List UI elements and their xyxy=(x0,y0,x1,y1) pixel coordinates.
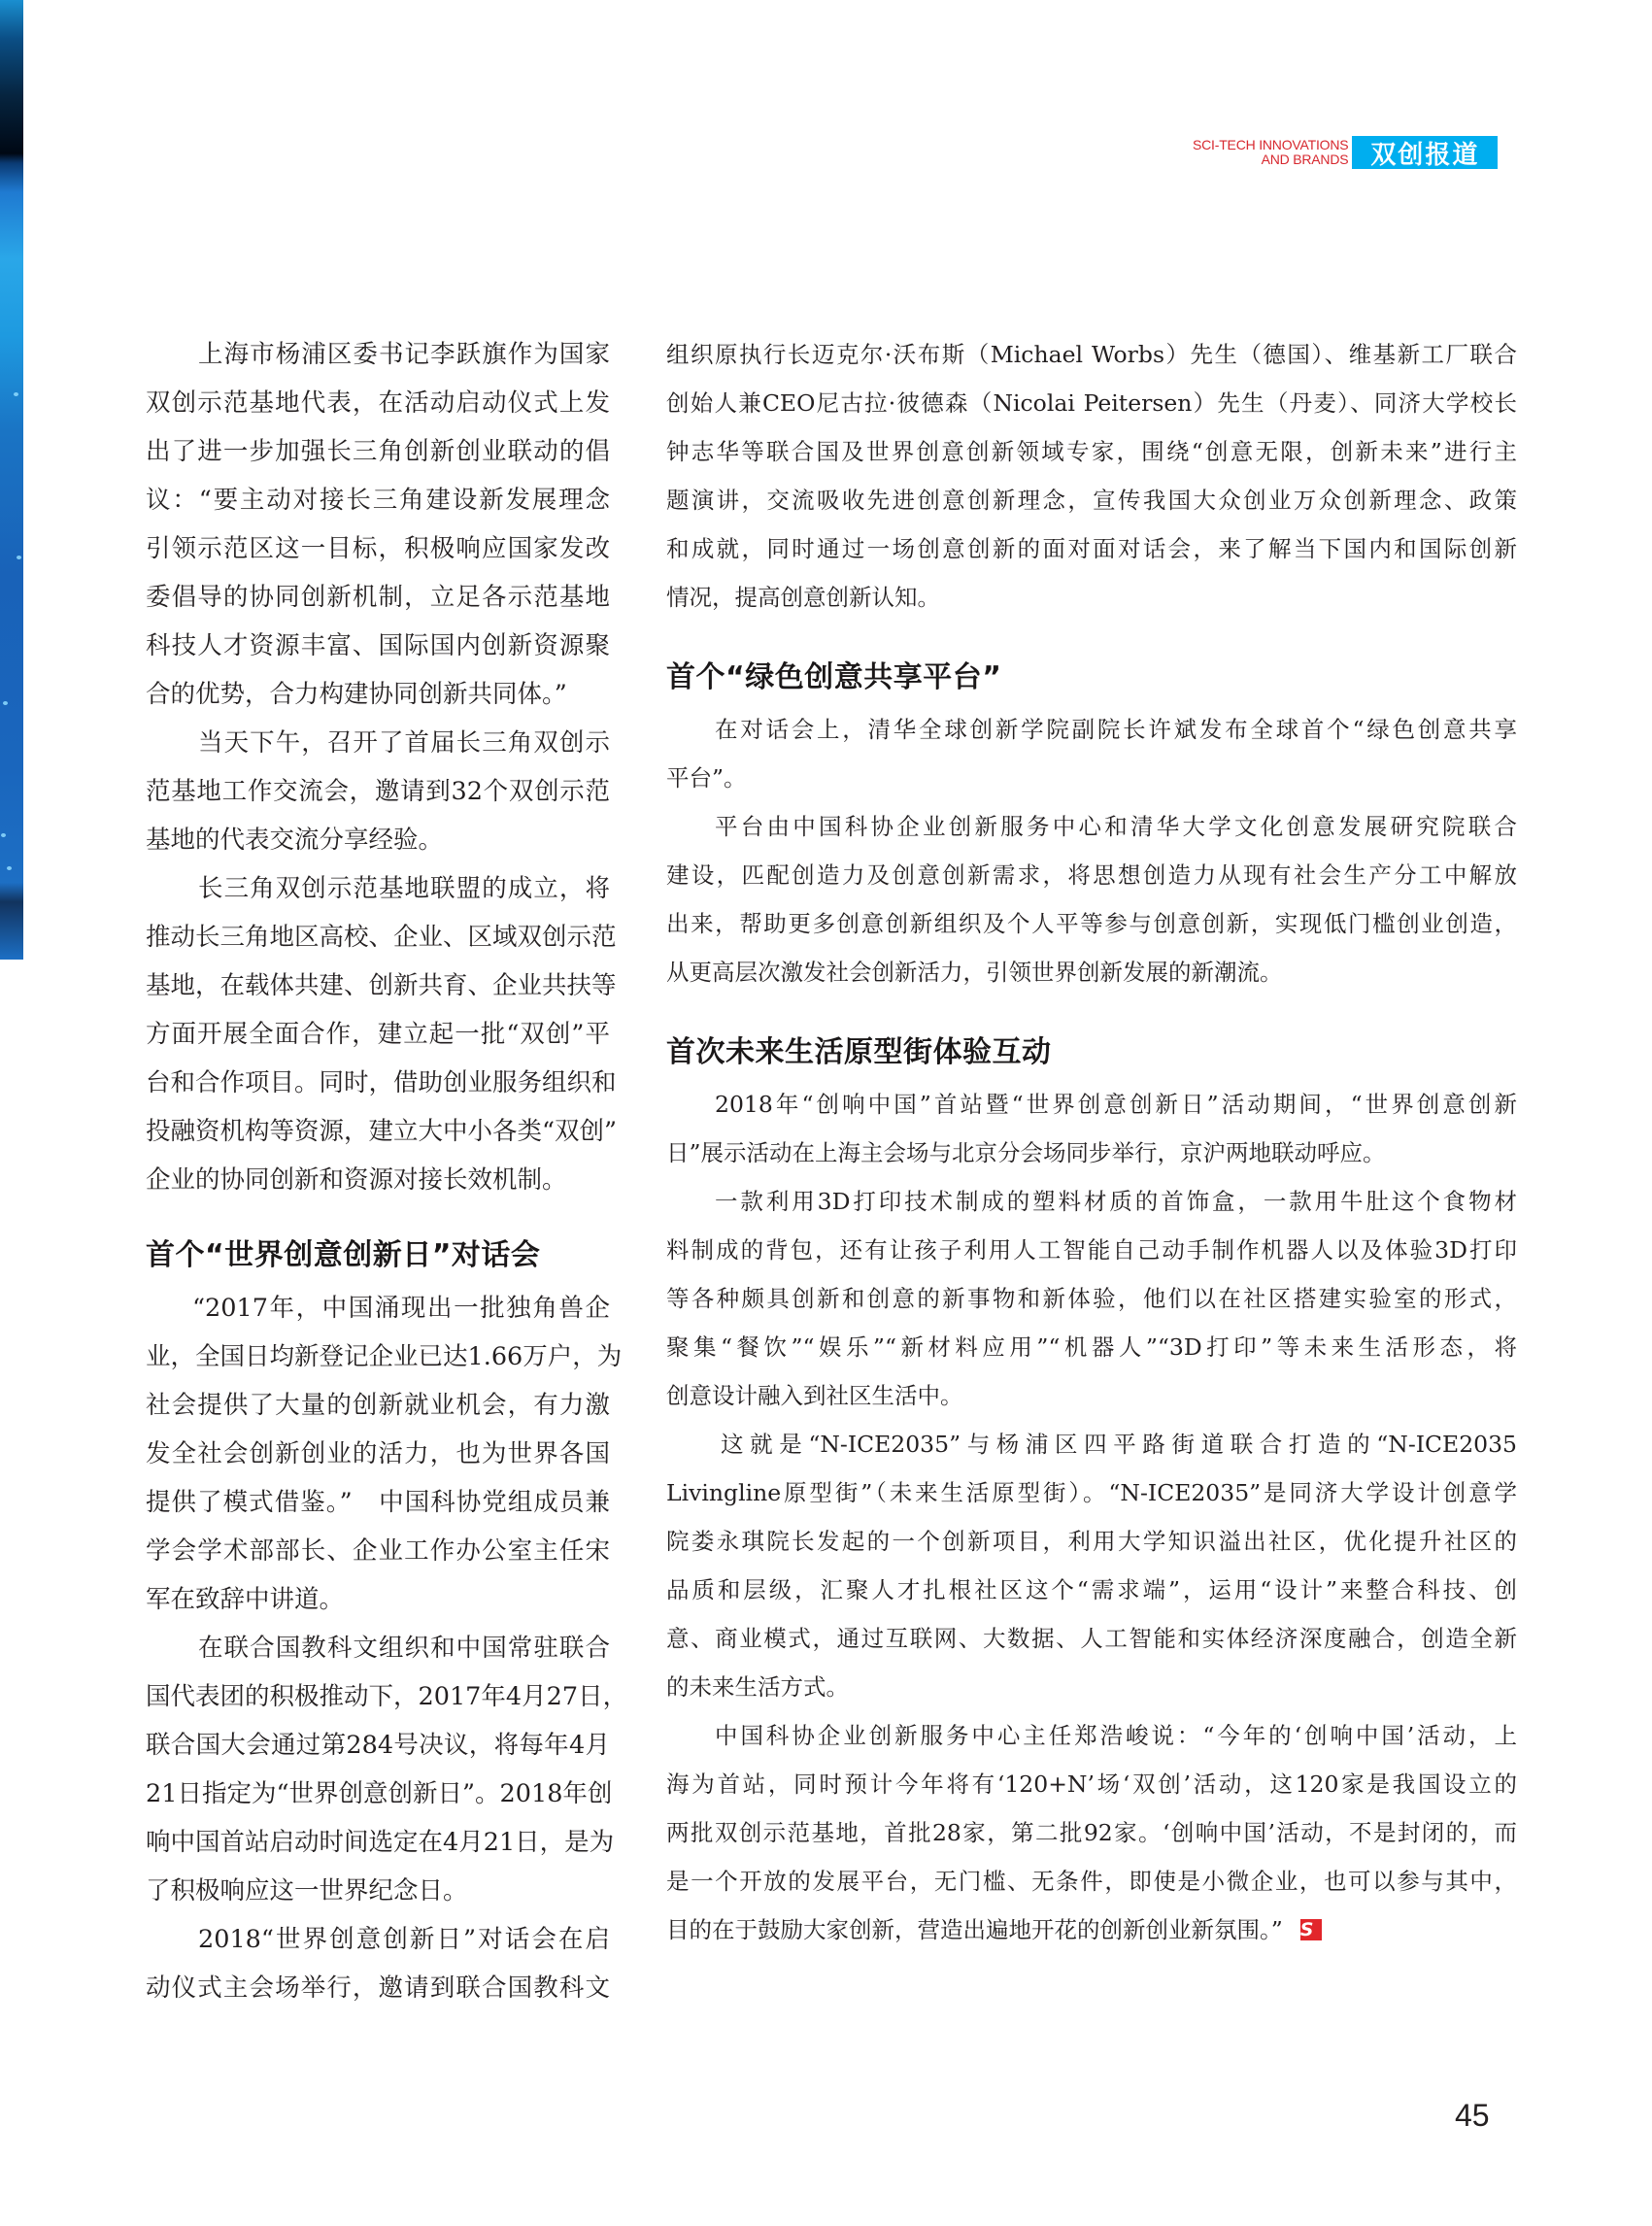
paragraph xyxy=(666,1420,1517,1711)
text-line: 联合国大会通过第284号决议，将每年4月 xyxy=(146,1731,610,1760)
text-line: 响中国首站启动时间选定在4月21日，是为 xyxy=(146,1828,615,1857)
text-line: 台和合作项目。同时，借助创业服务组织和 xyxy=(146,1068,617,1097)
light-dot xyxy=(14,392,18,396)
article-end-logo-icon: S xyxy=(1300,1919,1322,1940)
text-line: 当天下午，召开了首届长三角双创示 xyxy=(198,728,610,758)
text-line: 发全社会创新创业的活力，也为世界各国 xyxy=(146,1439,610,1468)
text-line: 日”展示活动在上海主会场与北京分会场同步举行，京沪两地联动呼应。 xyxy=(666,1139,1386,1166)
text-line: Livingline原型街”（未来生活原型街）。“N-ICE2035”是同济大学设计创意学 xyxy=(666,1479,1517,1506)
text-line: 业，全国日均新登记企业已达1.66万户，为 xyxy=(146,1342,623,1371)
text-line: 范基地工作交流会，邀请到32个双创示范 xyxy=(146,777,610,806)
text-line: 科技人才资源丰富、国际国内创新资源聚 xyxy=(146,631,610,660)
text-line: 意、商业模式，通过互联网、大数据、人工智能和实体经济深度融合，创造全新 xyxy=(666,1625,1517,1652)
paragraph xyxy=(146,1915,610,2012)
text-line: 了积极响应这一世界纪念日。 xyxy=(146,1876,468,1906)
text-line xyxy=(666,1906,1517,1954)
paragraph xyxy=(666,330,1517,622)
text-line: 平台”。 xyxy=(666,764,747,792)
text-line: 海为首站，同时预计今年将有‘120+N’场‘双创’活动，这120家是我国设立的 xyxy=(666,1771,1517,1798)
light-dot xyxy=(7,866,12,870)
text-line: 引领示范区这一目标，积极响应国家发改 xyxy=(146,534,610,563)
light-dot xyxy=(1,833,6,837)
text-line: 合的优势，合力构建协同创新共同体。” xyxy=(146,680,567,709)
light-dot xyxy=(3,701,8,705)
paragraph xyxy=(146,1624,628,1915)
text-line: 平台由中国科协企业创新服务中心和清华大学文化创意发展研究院联合 xyxy=(715,813,1517,840)
text-line: 品质和层级，汇聚人才扎根社区这个“需求端”，运用“设计”来整合科技、创 xyxy=(666,1576,1517,1603)
text-line: 在联合国教科文组织和中国常驻联合 xyxy=(198,1634,610,1663)
text-line: 和成就，同时通过一场创意创新的面对面对话会，来了解当下国内和国际创新 xyxy=(666,535,1517,562)
text-line: 从更高层次激发社会创新活力，引领世界创新发展的新潮流。 xyxy=(666,959,1283,986)
text-line: 是一个开放的发展平台，无门槛、无条件，即使是小微企业，也可以参与其中， xyxy=(666,1868,1517,1895)
section-heading-green-platform: 首个“绿色创意共享平台” xyxy=(666,660,1002,694)
text-line: 等各种颇具创新和创意的新事物和新体验，他们以在社区搭建实验室的形式， xyxy=(666,1285,1517,1312)
text-line: 学会学术部部长、企业工作办公室主任宋 xyxy=(146,1536,610,1566)
section-masthead xyxy=(1193,136,1498,169)
text-line: 双创示范基地代表，在活动启动仪式上发 xyxy=(146,388,610,418)
text-line: 委倡导的协同创新机制，立足各示范基地 xyxy=(146,583,610,612)
text-line: 动仪式主会场举行，邀请到联合国教科文 xyxy=(146,1973,610,2003)
text-line: 料制成的背包，还有让孩子利用人工智能自己动手制作机器人以及体验3D打印 xyxy=(666,1236,1517,1264)
text-line: 2018年“创响中国”首站暨“世界创意创新日”活动期间，“世界创意创新 xyxy=(715,1091,1517,1118)
decorative-photo-strip xyxy=(0,0,23,960)
paragraph xyxy=(146,719,610,864)
paragraph xyxy=(146,1284,623,1624)
section-title-en-line2: AND BRANDS xyxy=(1261,152,1349,167)
text-line: 上海市杨浦区委书记李跃旗作为国家 xyxy=(198,340,610,369)
text-line: 的未来生活方式。 xyxy=(666,1673,849,1701)
text-line-content: 目的在于鼓励大家创新，营造出遍地开花的创新创业新氛围。” xyxy=(666,1916,1283,1943)
text-line: 长三角双创示范基地联盟的成立，将 xyxy=(198,874,610,903)
paragraph xyxy=(666,1177,1517,1420)
text-line: 两批双创示范基地，首批28家，第二批92家。‘创响中国’活动，不是封闭的，而 xyxy=(666,1819,1517,1846)
left-column xyxy=(146,330,628,2012)
text-line: 基地的代表交流分享经验。 xyxy=(146,826,444,855)
section-heading-dialogue: 首个“世界创意创新日”对话会 xyxy=(146,1238,541,1272)
paragraph xyxy=(666,802,1517,996)
text-line: 创始人兼CEO尼古拉·彼德森（Nicolai Peitersen）先生（丹麦）、同济大学校长 xyxy=(666,389,1517,417)
right-column xyxy=(666,330,1517,1954)
text-line: 这就是“N-ICE2035”与杨浦区四平路街道联合打造的“N-ICE2035 xyxy=(721,1431,1517,1458)
paragraph xyxy=(666,1711,1517,1954)
text-line: 聚集“餐饮”“娱乐”“新材料应用”“机器人”“3D打印”等未来生活形态，将 xyxy=(666,1333,1517,1361)
section-heading-future-living-street: 首次未来生活原型街体验互动 xyxy=(666,1035,1052,1069)
text-line: 国代表团的积极推动下，2017年4月27日， xyxy=(146,1682,628,1711)
text-line: 2018“世界创意创新日”对话会在启 xyxy=(198,1925,610,1954)
text-line: 提供了模式借鉴。” 中国科协党组成员兼 xyxy=(146,1488,610,1517)
text-line: 企业的协同创新和资源对接长效机制。 xyxy=(146,1165,567,1195)
paragraph xyxy=(146,330,610,719)
section-title-en-line1: SCI-TECH INNOVATIONS xyxy=(1193,137,1349,152)
text-line: 创意设计融入到社区生活中。 xyxy=(666,1382,963,1409)
text-line: 方面开展全面合作，建立起一批“双创”平 xyxy=(146,1020,610,1049)
text-line: 在对话会上，清华全球创新学院副院长许斌发布全球首个“绿色创意共享 xyxy=(715,716,1517,743)
text-line: 军在致辞中讲道。 xyxy=(146,1585,345,1614)
text-line: 钟志华等联合国及世界创意创新领域专家，围绕“创意无限，创新未来”进行主 xyxy=(666,438,1517,465)
page-number: 45 xyxy=(1455,2098,1490,2133)
section-title-cn-badge: 双创报道 xyxy=(1352,136,1498,169)
paragraph xyxy=(666,1080,1517,1177)
text-line: 投融资机构等资源，建立大中小各类“双创” xyxy=(146,1117,618,1146)
text-line: 情况，提高创意创新认知。 xyxy=(666,584,940,611)
text-line: 建设，匹配创造力及创意创新需求，将思想创造力从现有社会生产分工中解放 xyxy=(666,861,1517,889)
paragraph xyxy=(666,705,1517,802)
light-dot xyxy=(17,556,21,559)
paragraph xyxy=(146,864,618,1204)
text-line: 出来，帮助更多创意创新组织及个人平等参与创意创新，实现低门槛创业创造， xyxy=(666,910,1517,937)
text-line: 推动长三角地区高校、企业、区域双创示范 xyxy=(146,923,617,952)
text-line: “2017年，中国涌现出一批独角兽企 xyxy=(192,1294,610,1323)
text-line: 组织原执行长迈克尔·沃布斯（Michael Worbs）先生（德国）、维基新工厂联合 xyxy=(666,341,1517,368)
text-line: 21日指定为“世界创意创新日”。2018年创 xyxy=(146,1779,613,1808)
text-line: 中国科协企业创新服务中心主任郑浩峻说：“今年的‘创响中国’活动，上 xyxy=(715,1722,1517,1749)
text-line: 院娄永琪院长发起的一个创新项目，利用大学知识溢出社区，优化提升社区的 xyxy=(666,1528,1517,1555)
section-title-en xyxy=(1193,136,1352,169)
text-line: 议：“要主动对接长三角建设新发展理念 xyxy=(146,486,610,515)
text-line: 社会提供了大量的创新就业机会，有力激 xyxy=(146,1391,610,1420)
text-line: 题演讲，交流吸收先进创意创新理念，宣传我国大众创业万众创新理念、政策 xyxy=(666,487,1517,514)
text-line: 一款利用3D打印技术制成的塑料材质的首饰盒，一款用牛肚这个食物材 xyxy=(715,1188,1517,1215)
text-line: 出了进一步加强长三角创新创业联动的倡 xyxy=(146,437,610,466)
text-line: 基地，在载体共建、创新共育、企业共扶等 xyxy=(146,971,617,1000)
